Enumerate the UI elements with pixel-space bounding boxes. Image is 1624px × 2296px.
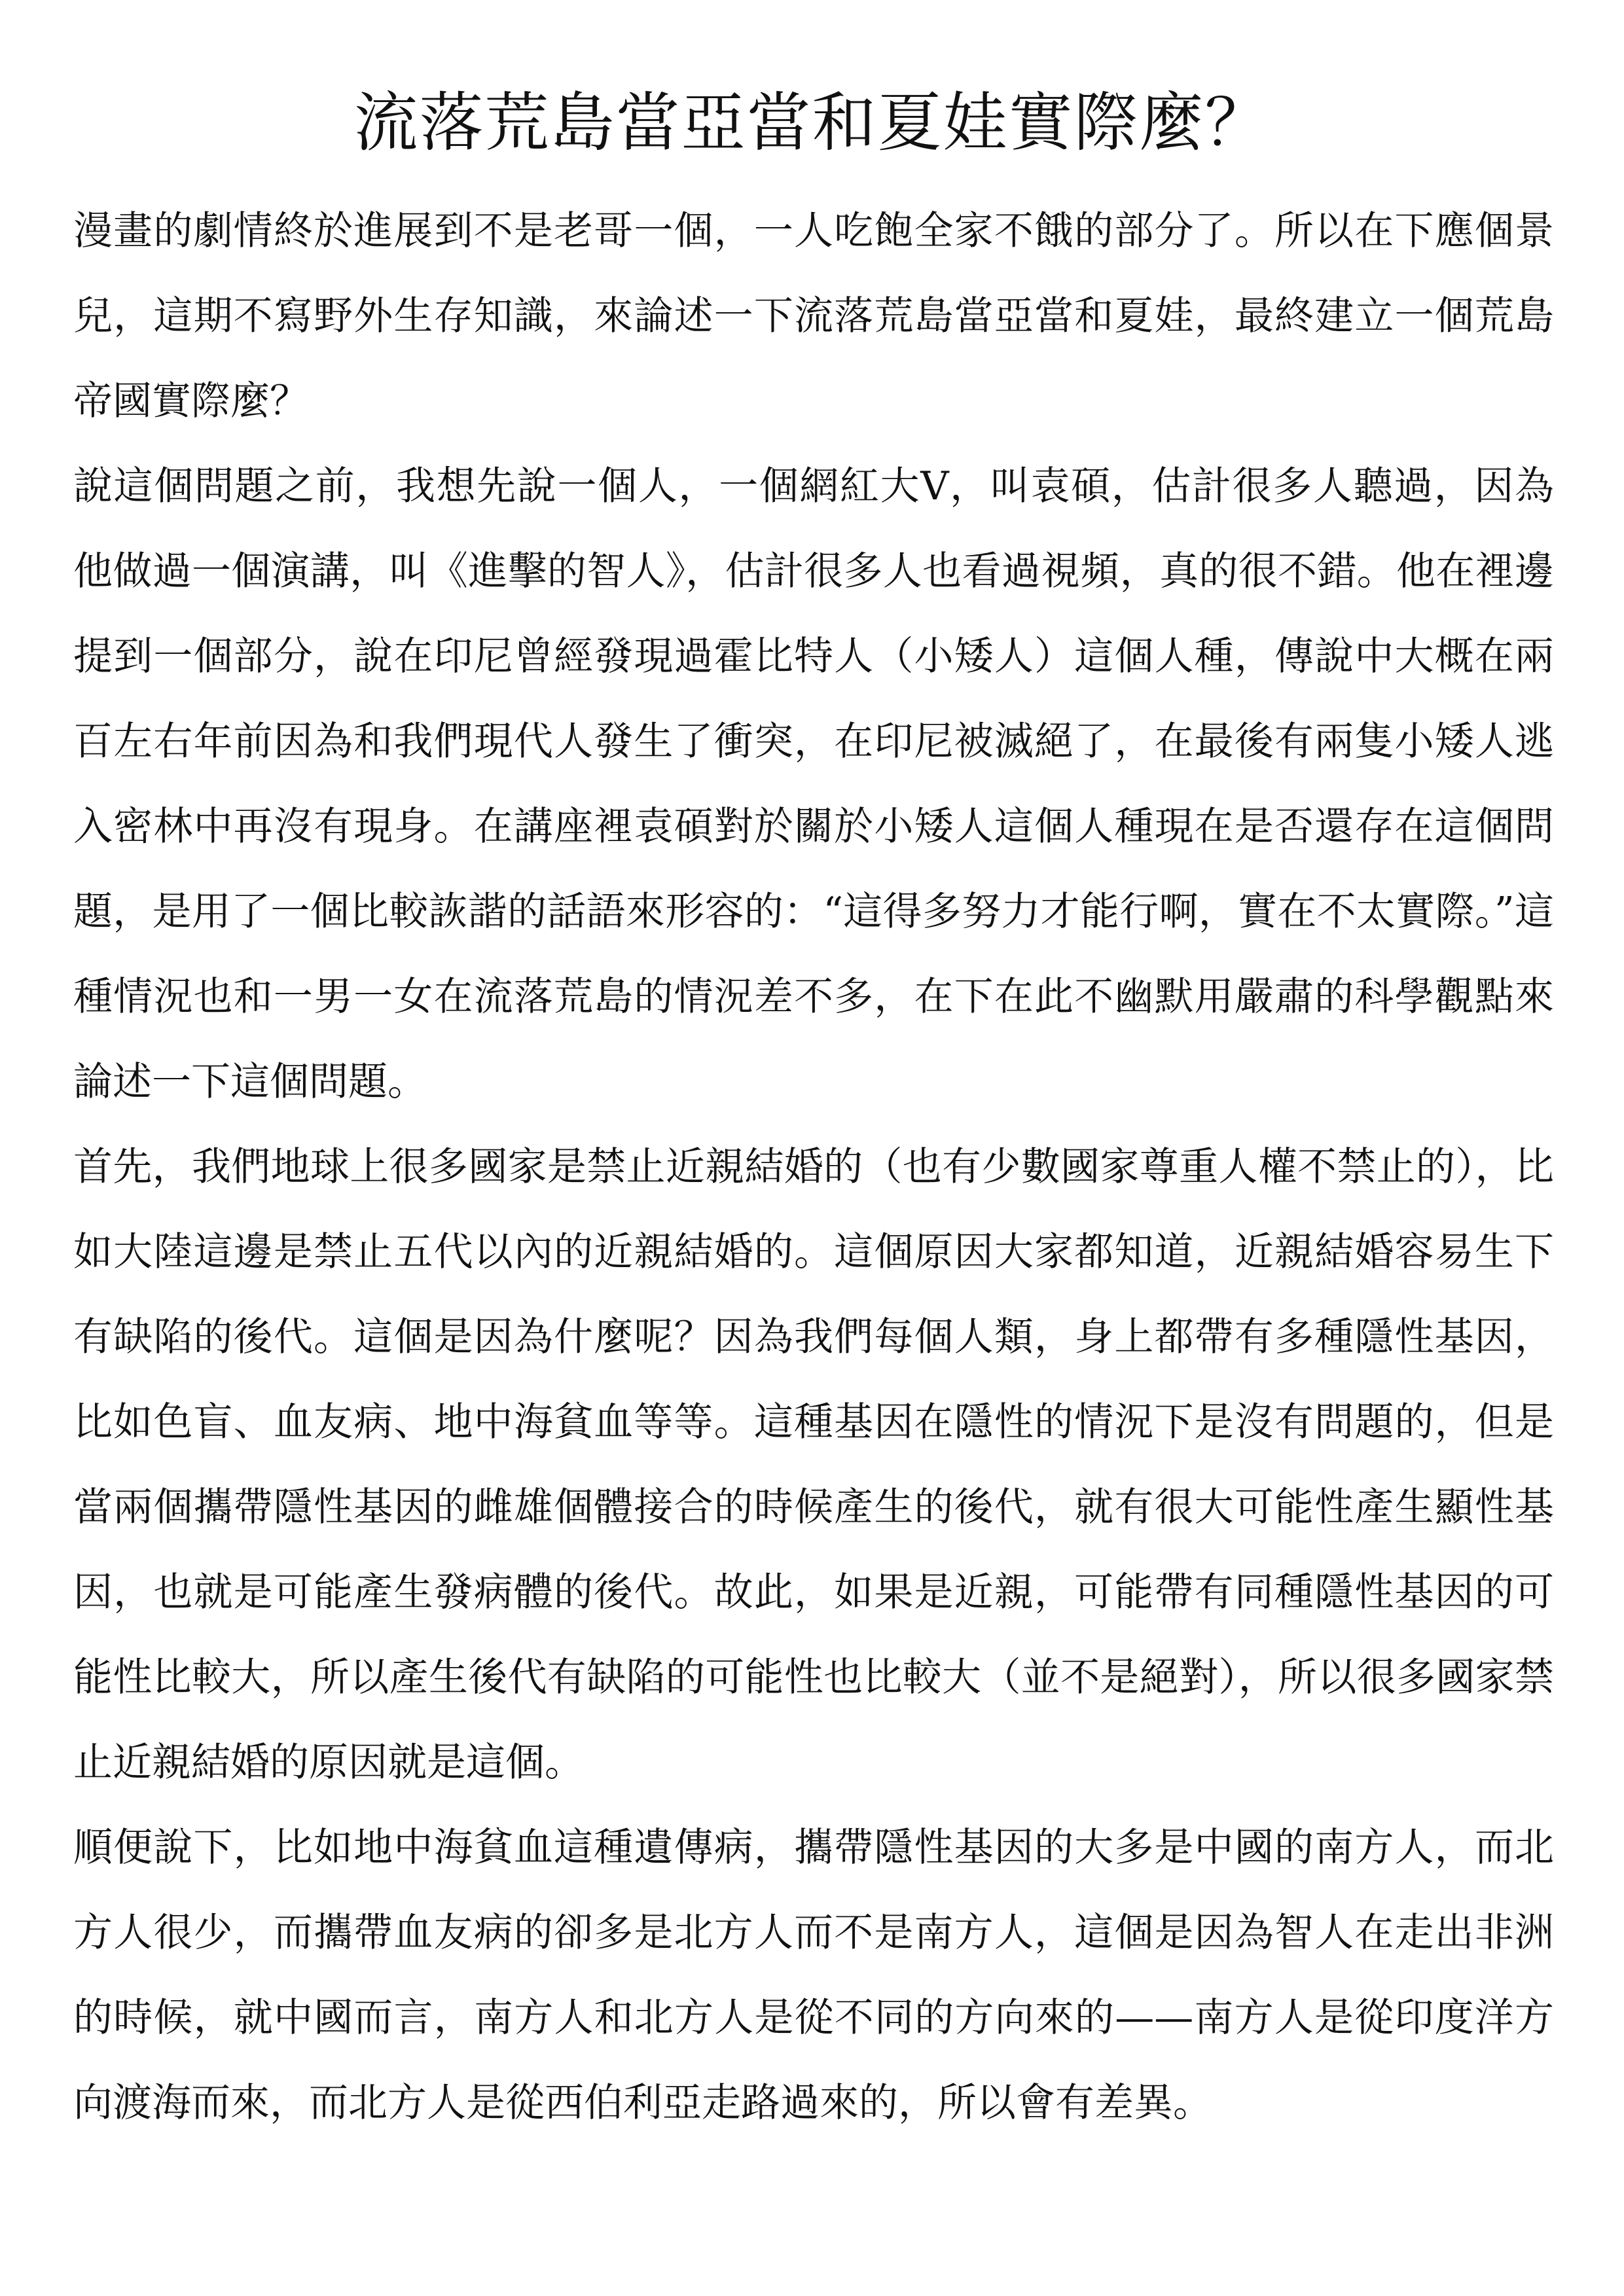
paragraph-3: 首先，我們地球上很多國家是禁止近親結婚的（也有少數國家尊重人權不禁止的），比如大陸這邊是禁止五代以內的近親結婚的。這個原因大家都知道，近親結婚容易生下有缺陷的後代。這個是因為什麼呢？因為我們每個人類，身上都帶有多種隱性基因，比如色盲、血友病、地中海貧血等等。這種基因在隱性的情況下是沒有問題的，但是當兩個攜帶隱性基因的雌雄個體接合的時候產生的後代，就有很大可能性產生顯性基因，也就是可能產生發病體的後代。故此，如果是近親，可能帶有同種隱性基因的可能性比較大，所以產生後代有缺陷的可能性也比較大（並不是絕對），所以很多國家禁止近親結婚的原因就是這個。: [73, 1144, 1554, 1785]
page-title: 流落荒島當亞當和夏娃實際麼？: [353, 86, 1271, 160]
paragraph-2: 說這個問題之前，我想先說一個人，一個網紅大V，叫袁碩，估計很多人聽過，因為他做過一個演講，叫《進擊的智人》，估計很多人也看過視頻，真的很不錯。他在裡邊提到一個部分，說在印尼曾經發現過霍比特人（小矮人）這個人種，傳說中大概在兩百左右年前因為和我們現代人發生了衝突，在印尼被滅絕了，在最後有兩隻小矮人逃入密林中再沒有現身。在講座裡袁碩對於關於小矮人這個人種現在是否還存在這個問題，是用了一個比較詼諧的話語來形容的：“這得多努力才能行啊，實在不太實際。”這種情況也和一男一女在流落荒島的情況差不多，在下在此不幽默用嚴肅的科學觀點來論述一下這個問題。: [73, 463, 1554, 1105]
paragraph-4: 順便說下，比如地中海貧血這種遺傳病，攜帶隱性基因的大多是中國的南方人，而北方人很少，而攜帶血友病的卻多是北方人而不是南方人，這個是因為智人在走出非洲的時候，就中國而言，南方人和北方人是從不同的方向來的——南方人是從印度洋方向渡海而來，而北方人是從西伯利亞走路過來的，所以會有差異。: [73, 1825, 1554, 2126]
paragraph-1: 漫畫的劇情終於進展到不是老哥一個，一人吃飽全家不餓的部分了。所以在下應個景兒，這期不寫野外生存知識，來論述一下流落荒島當亞當和夏娃，最終建立一個荒島帝國實際麼？: [73, 208, 1554, 424]
article-body: [73, 188, 1554, 2145]
